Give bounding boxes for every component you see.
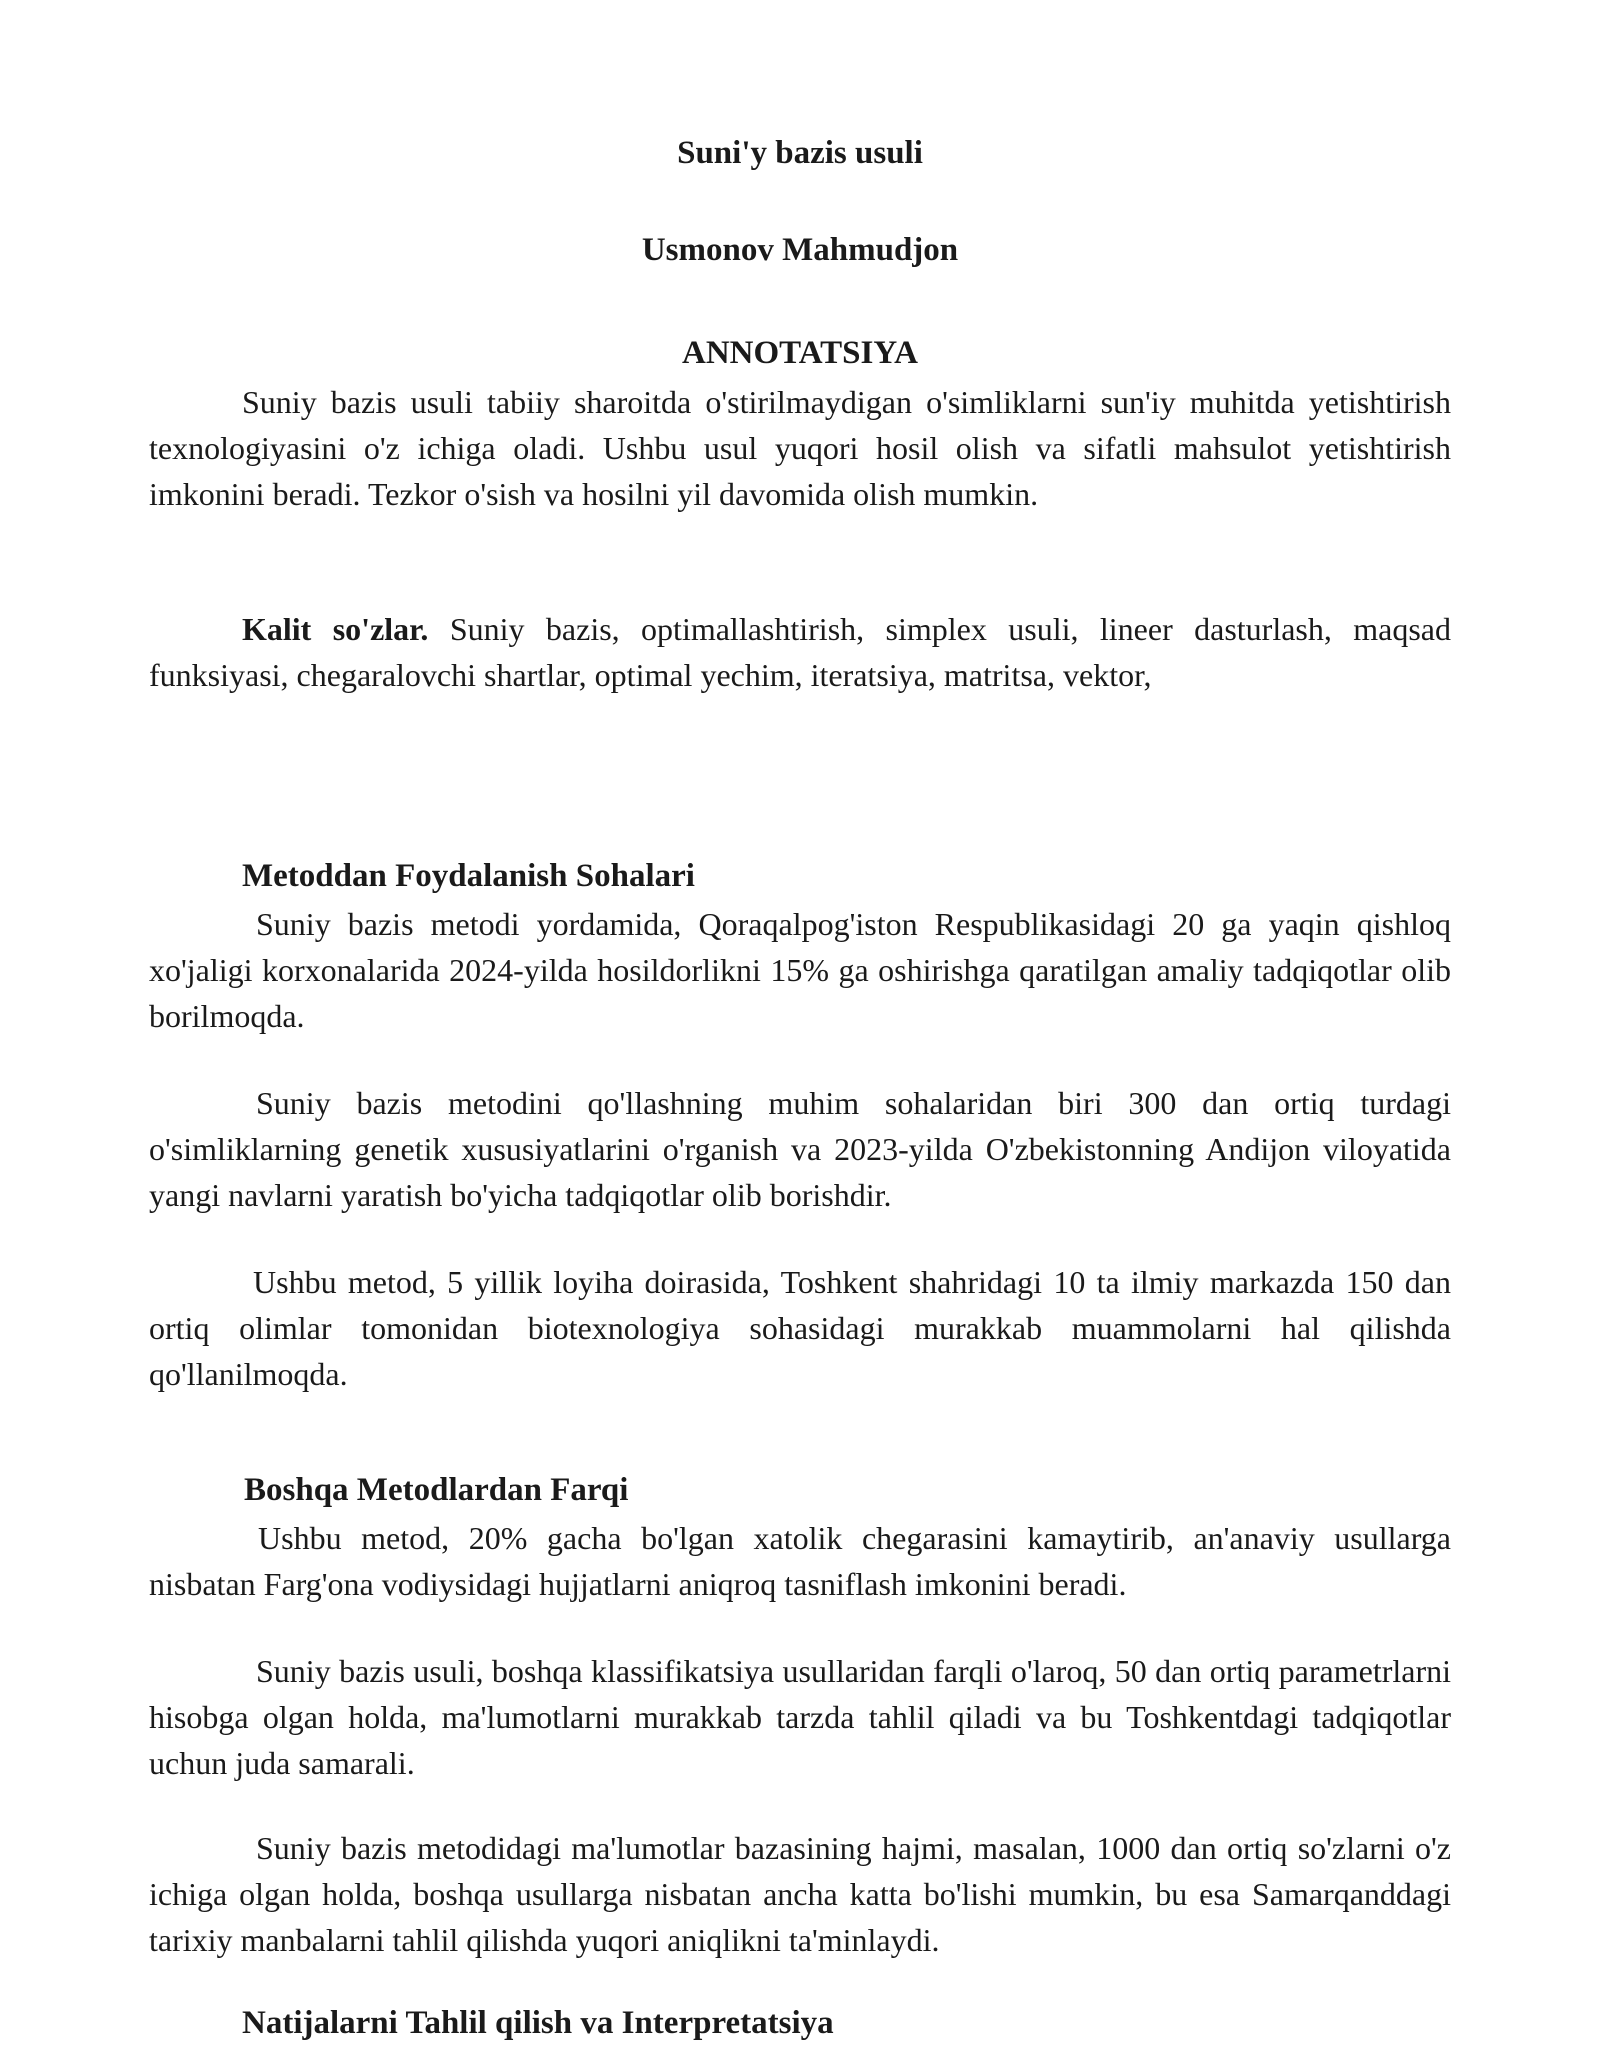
section-heading-usage: Metoddan Foydalanish Sohalari [242, 858, 695, 894]
keywords-text: Suniy bazis, optimallashtirish, simplex usuli, lineer dasturlash, maqsad funksiyasi, chegaralovchi shartlar, optimal yechim, iteratsiya, matritsa, vektor, [149, 611, 1452, 693]
usage-paragraph-2: Suniy bazis metodini qo'llashning muhim sohalaridan biri 300 dan ortiq turdagi o'simliklarning genetik xususiyatlarini o'rganish va 2023-yilda O'zbekistonning Andijon viloyatida yangi navlarni yaratish bo'yicha tadqiqotlar olib borishdir. [149, 1085, 1451, 1213]
difference-paragraph-2: Suniy bazis usuli, boshqa klassifikatsiya usullaridan farqli o'laroq, 50 dan ortiq parametrlarni hisobga olgan holda, ma'lumotlarni murakkab tarzda tahlil qiladi va bu Toshkentdagi tadqiqotlar uchun juda samarali. [149, 1653, 1451, 1781]
author-name: Usmonov Mahmudjon [641, 232, 959, 268]
difference-paragraph-3: Suniy bazis metodidagi ma'lumotlar bazasining hajmi, masalan, 1000 dan ortiq so'zlarni o'z ichiga olgan holda, boshqa usullarga nisbatan ancha katta bo'lishi mumkin, bu esa Samarqanddagi tarixiy manbalarni tahlil qilishda yuqori aniqlikni ta'minlaydi. [149, 1830, 1451, 1958]
annotation-text: Suniy bazis usuli tabiiy sharoitda o'stirilmaydigan o'simliklarni sun'iy muhitda yetishtirish texnologiyasini o'z ichiga oladi. Ushbu usul yuqori hosil olish va sifatli mahsulot yetishtirish imkonini beradi. Tezkor o'sish va hosilni yil davomida olish mumkin. [149, 384, 1451, 512]
section-heading-results: Natijalarni Tahlil qilish va Interpretatsiya [242, 2005, 834, 2041]
keywords-paragraph [149, 606, 1451, 698]
document-title: Suni'y bazis usuli [677, 135, 923, 171]
section-heading-difference: Boshqa Metodlardan Farqi [244, 1472, 629, 1508]
usage-paragraph-3: Ushbu metod, 5 yillik loyiha doirasida, Toshkent shahridagi 10 ta ilmiy markazda 150 dan ortiq olimlar tomonidan biotexnologiya sohasidagi murakkab muammolarni hal qilishda qo'llanilmoqda. [149, 1264, 1451, 1392]
keywords-label: Kalit so'zlar. [242, 611, 429, 647]
usage-paragraph-1: Suniy bazis metodi yordamida, Qoraqalpog'iston Respublikasidagi 20 ga yaqin qishloq xo'jaligi korxonalarida 2024-yilda hosildorlikni 15% ga oshirishga qaratilgan amaliy tadqiqotlar olib borilmoqda. [149, 906, 1451, 1034]
annotation-heading: ANNOTATSIYA [682, 335, 918, 371]
difference-paragraph-1: Ushbu metod, 20% gacha bo'lgan xatolik chegarasini kamaytirib, an'anaviy usullarga nisbatan Farg'ona vodiysidagi hujjatlarni aniqroq tasniflash imkonini beradi. [149, 1520, 1451, 1602]
